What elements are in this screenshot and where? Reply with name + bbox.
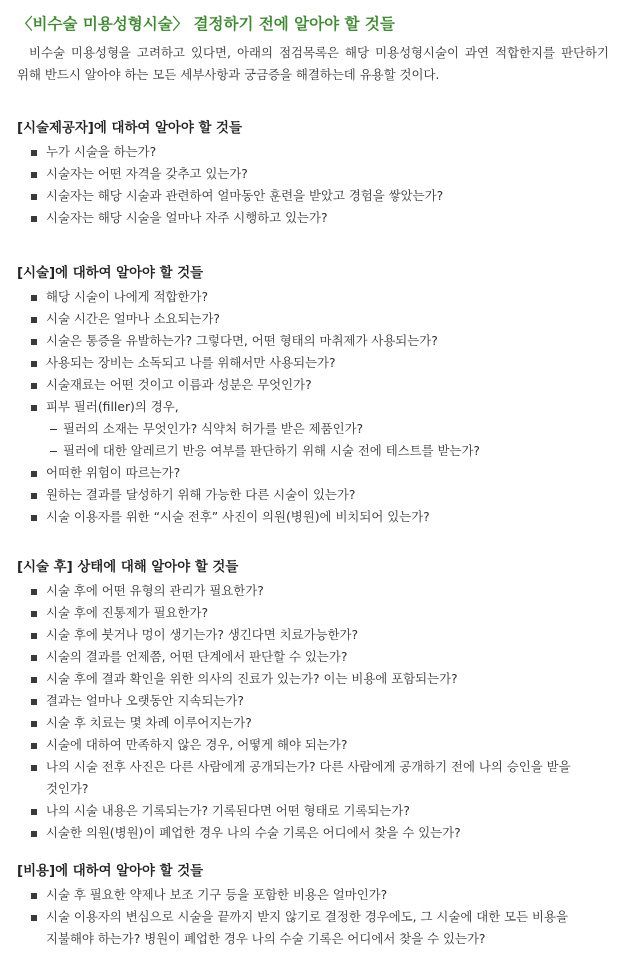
list-item: 시술 후에 결과 확인을 위한 의사의 진료가 있는가? 이는 비용에 포함되는가? — [17, 668, 612, 690]
section-title: [시술 후] 상태에 대해 알아야 할 것들 — [17, 560, 239, 575]
checklist — [17, 141, 612, 229]
section-cost — [17, 860, 612, 950]
list-item: 시술자는 어떤 자격을 갖추고 있는가? — [17, 163, 612, 185]
checklist — [17, 580, 612, 844]
checklist — [17, 884, 612, 950]
list-item: 시술재료는 어떤 것이고 이름과 성분은 무엇인가? — [17, 374, 612, 396]
list-item: 시술한 의원(병원)이 폐업한 경우 나의 수술 기록은 어디에서 찾을 수 있는가? — [17, 822, 612, 844]
list-item: 결과는 얼마나 오랫동안 지속되는가? — [17, 690, 612, 712]
list-item: 시술자는 해당 시술과 관련하여 얼마동안 훈련을 받았고 경험을 쌓았는가? — [17, 185, 612, 207]
list-item: 시술 이용자를 위한 “시술 전후” 사진이 의원(병원)에 비치되어 있는가? — [17, 506, 612, 528]
list-item: 해당 시술이 나에게 적합한가? — [17, 286, 612, 308]
sub-list-item: 필러에 대한 알레르기 반응 여부를 판단하기 위해 시술 전에 테스트를 받는가? — [17, 440, 612, 462]
list-item: 시술 후에 어떤 유형의 관리가 필요한가? — [17, 580, 612, 602]
checklist — [17, 286, 612, 528]
intro-paragraph: 비수술 미용성형을 고려하고 있다면, 아래의 점검목록은 해당 미용성형시술이 과연 적합한지를 판단하기 위해 반드시 알아야 하는 모든 세부사항과 궁금증을 해결하는데 유용할 것이다. — [17, 45, 609, 82]
list-item: 시술 후에 진통제가 필요한가? — [17, 602, 612, 624]
list-item: 시술 후에 붓거나 멍이 생기는가? 생긴다면 치료가능한가? — [17, 624, 612, 646]
section-title: [시술제공자]에 대하여 알아야 할 것들 — [17, 121, 242, 136]
list-item: 사용되는 장비는 소독되고 나를 위해서만 사용되는가? — [17, 352, 612, 374]
list-item: 시술 후 치료는 몇 차례 이루어지는가? — [17, 712, 612, 734]
section-provider — [17, 117, 612, 229]
list-item: 시술자는 해당 시술을 얼마나 자주 시행하고 있는가? — [17, 207, 612, 229]
list-item: 시술 후 필요한 약제나 보조 기구 등을 포함한 비용은 얼마인가? — [17, 884, 612, 906]
section-title: [시술]에 대하여 알아야 할 것들 — [17, 266, 204, 281]
list-item: 시술 이용자의 변심으로 시술을 끝까지 받지 않기로 결정한 경우에도, 그 시술에 대한 모든 비용을 지불해야 하는가? 병원이 폐업한 경우 나의 수술 기록은 어디에서 찾을 수 있는가? — [17, 906, 612, 950]
list-item: 어떠한 위험이 따르는가? — [17, 462, 612, 484]
section-aftercare — [17, 556, 612, 844]
section-procedure — [17, 262, 612, 528]
section-title: [비용]에 대하여 알아야 할 것들 — [17, 864, 204, 879]
list-item: 시술은 통증을 유발하는가? 그렇다면, 어떤 형태의 마취제가 사용되는가? — [17, 330, 612, 352]
list-item: 시술에 대하여 만족하지 않은 경우, 어떻게 해야 되는가? — [17, 734, 612, 756]
list-item: 누가 시술을 하는가? — [17, 141, 612, 163]
list-item: 피부 필러(filler)의 경우, — [17, 396, 612, 418]
list-item: 나의 시술 전후 사진은 다른 사람에게 공개되는가? 다른 사람에게 공개하기 전에 나의 승인을 받을 것인가? — [17, 756, 612, 800]
sub-list-item: 필러의 소재는 무엇인가? 식약처 허가를 받은 제품인가? — [17, 418, 612, 440]
list-item: 나의 시술 내용은 기록되는가? 기록된다면 어떤 형태로 기록되는가? — [17, 800, 612, 822]
list-item: 시술의 결과를 언제쯤, 어떤 단계에서 판단할 수 있는가? — [17, 646, 612, 668]
list-item: 원하는 결과를 달성하기 위해 가능한 다른 시술이 있는가? — [17, 484, 612, 506]
list-item: 시술 시간은 얼마나 소요되는가? — [17, 308, 612, 330]
page-title: 〈비수술 미용성형시술〉 결정하기 전에 알아야 할 것들 — [17, 15, 395, 33]
